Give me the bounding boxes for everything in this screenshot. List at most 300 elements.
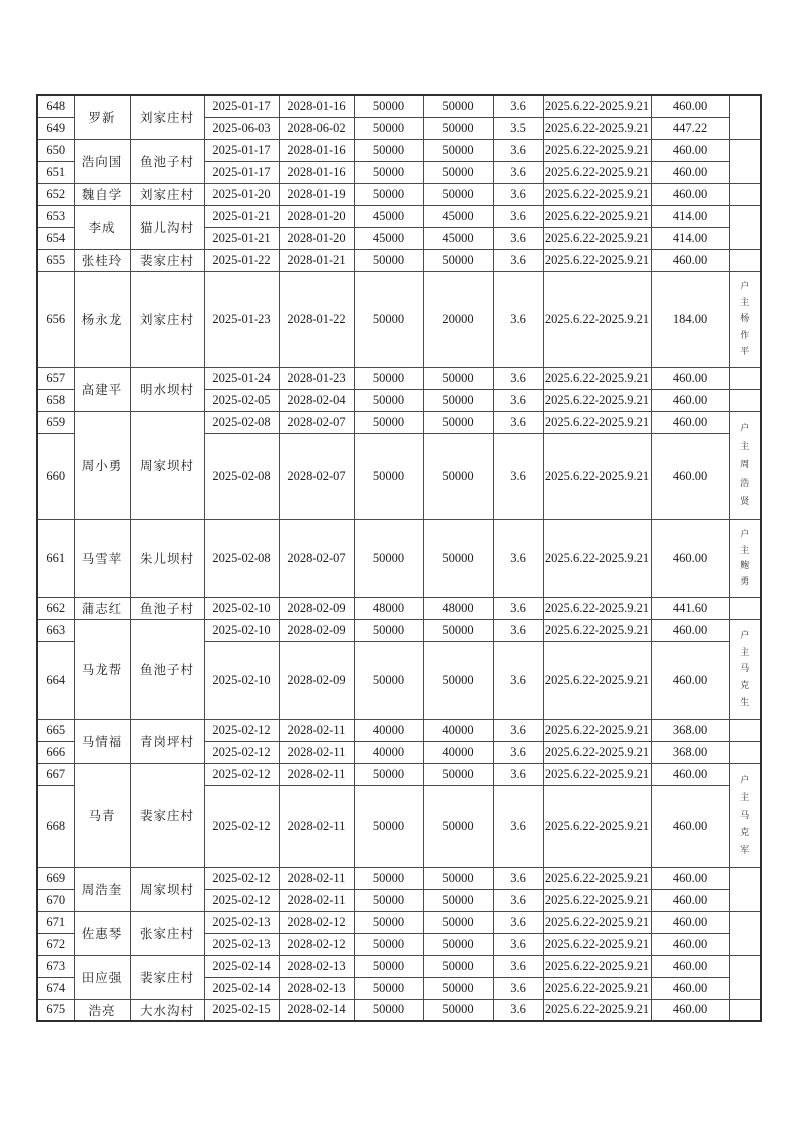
cell-interest-period: 2025.6.22-2025.9.21 (543, 977, 651, 999)
cell-village: 青岗坪村 (130, 719, 204, 763)
cell-row-number: 674 (37, 977, 74, 999)
cell-amount-2: 40000 (423, 741, 493, 763)
cell-remark (729, 999, 761, 1021)
remark-char: 勇 (740, 576, 750, 587)
cell-amount-2: 50000 (423, 117, 493, 139)
cell-interest-period: 2025.6.22-2025.9.21 (543, 271, 651, 367)
cell-amount: 45000 (354, 227, 423, 249)
cell-rate: 3.6 (493, 933, 543, 955)
cell-village: 张家庄村 (130, 911, 204, 955)
cell-start-date: 2025-01-17 (204, 139, 279, 161)
cell-amount: 50000 (354, 955, 423, 977)
cell-borrower-name: 马龙帮 (74, 619, 130, 719)
cell-village: 明水坝村 (130, 367, 204, 411)
table-row (37, 205, 761, 227)
cell-interest-period: 2025.6.22-2025.9.21 (543, 641, 651, 719)
cell-amount: 50000 (354, 389, 423, 411)
table-row (37, 519, 761, 597)
cell-interest-period: 2025.6.22-2025.9.21 (543, 933, 651, 955)
cell-interest-period: 2025.6.22-2025.9.21 (543, 597, 651, 619)
cell-start-date: 2025-02-14 (204, 955, 279, 977)
cell-rate: 3.6 (493, 389, 543, 411)
cell-borrower-name: 张桂玲 (74, 249, 130, 271)
cell-village: 鱼池子村 (130, 139, 204, 183)
cell-borrower-name: 马青 (74, 763, 130, 867)
cell-start-date: 2025-02-12 (204, 741, 279, 763)
cell-remark (729, 719, 761, 741)
cell-end-date: 2028-02-07 (279, 519, 354, 597)
cell-rate: 3.6 (493, 597, 543, 619)
cell-interest-amount: 414.00 (651, 205, 729, 227)
remark-char: 马 (740, 809, 750, 820)
cell-interest-amount: 368.00 (651, 741, 729, 763)
cell-row-number: 663 (37, 619, 74, 641)
cell-amount: 50000 (354, 249, 423, 271)
cell-end-date: 2028-01-21 (279, 249, 354, 271)
cell-amount-2: 20000 (423, 271, 493, 367)
cell-rate: 3.6 (493, 785, 543, 867)
cell-remark (729, 271, 761, 367)
remark-char: 生 (740, 697, 750, 708)
cell-borrower-name: 李成 (74, 205, 130, 249)
cell-village: 裴家庄村 (130, 249, 204, 271)
cell-rate: 3.6 (493, 889, 543, 911)
cell-rate: 3.6 (493, 955, 543, 977)
cell-amount: 50000 (354, 411, 423, 433)
cell-amount-2: 48000 (423, 597, 493, 619)
cell-remark (729, 619, 761, 719)
cell-amount-2: 50000 (423, 161, 493, 183)
remark-char: 主 (740, 792, 750, 802)
cell-end-date: 2028-01-20 (279, 205, 354, 227)
cell-village: 大水沟村 (130, 999, 204, 1021)
cell-row-number: 651 (37, 161, 74, 183)
cell-end-date: 2028-02-12 (279, 933, 354, 955)
cell-end-date: 2028-02-09 (279, 597, 354, 619)
cell-interest-amount: 460.00 (651, 911, 729, 933)
cell-amount-2: 50000 (423, 139, 493, 161)
cell-end-date: 2028-02-11 (279, 719, 354, 741)
cell-row-number: 659 (37, 411, 74, 433)
cell-start-date: 2025-01-21 (204, 227, 279, 249)
remark-char: 户 (740, 774, 750, 785)
cell-row-number: 670 (37, 889, 74, 911)
table-row (37, 95, 761, 117)
remark-char: 周 (740, 459, 750, 470)
cell-amount: 50000 (354, 95, 423, 117)
cell-borrower-name: 周浩奎 (74, 867, 130, 911)
cell-interest-amount: 460.00 (651, 785, 729, 867)
remark-char: 作 (740, 329, 750, 340)
cell-start-date: 2025-02-13 (204, 911, 279, 933)
cell-start-date: 2025-01-23 (204, 271, 279, 367)
cell-interest-period: 2025.6.22-2025.9.21 (543, 889, 651, 911)
cell-amount-2: 45000 (423, 205, 493, 227)
cell-start-date: 2025-02-08 (204, 519, 279, 597)
cell-interest-amount: 460.00 (651, 249, 729, 271)
cell-end-date: 2028-02-13 (279, 977, 354, 999)
remark-char: 户 (740, 423, 750, 434)
cell-borrower-name: 浩亮 (74, 999, 130, 1021)
cell-rate: 3.6 (493, 763, 543, 785)
remark-char: 户 (740, 528, 750, 539)
cell-rate: 3.6 (493, 433, 543, 519)
cell-start-date: 2025-02-05 (204, 389, 279, 411)
cell-amount-2: 50000 (423, 389, 493, 411)
cell-borrower-name: 马雪苹 (74, 519, 130, 597)
cell-amount-2: 50000 (423, 889, 493, 911)
cell-amount: 40000 (354, 719, 423, 741)
cell-remark (729, 139, 761, 183)
cell-rate: 3.6 (493, 183, 543, 205)
cell-amount: 50000 (354, 367, 423, 389)
cell-village: 鱼池子村 (130, 597, 204, 619)
cell-start-date: 2025-06-03 (204, 117, 279, 139)
cell-amount: 50000 (354, 933, 423, 955)
cell-row-number: 658 (37, 389, 74, 411)
cell-rate: 3.6 (493, 619, 543, 641)
cell-start-date: 2025-02-10 (204, 619, 279, 641)
cell-row-number: 672 (37, 933, 74, 955)
cell-start-date: 2025-02-10 (204, 641, 279, 719)
cell-row-number: 667 (37, 763, 74, 785)
remark-char: 主 (740, 544, 750, 555)
cell-end-date: 2028-02-11 (279, 889, 354, 911)
cell-amount-2: 50000 (423, 867, 493, 889)
cell-row-number: 668 (37, 785, 74, 867)
cell-borrower-name: 高建平 (74, 367, 130, 411)
remark-char: 主 (740, 441, 750, 452)
cell-interest-amount: 447.22 (651, 117, 729, 139)
cell-amount: 50000 (354, 889, 423, 911)
cell-row-number: 653 (37, 205, 74, 227)
cell-row-number: 660 (37, 433, 74, 519)
cell-rate: 3.6 (493, 271, 543, 367)
cell-interest-period: 2025.6.22-2025.9.21 (543, 911, 651, 933)
table-row (37, 271, 761, 367)
cell-amount-2: 50000 (423, 911, 493, 933)
cell-end-date: 2028-02-09 (279, 641, 354, 719)
cell-village: 鱼池子村 (130, 619, 204, 719)
cell-row-number: 648 (37, 95, 74, 117)
cell-rate: 3.6 (493, 719, 543, 741)
cell-start-date: 2025-01-22 (204, 249, 279, 271)
loan-register-table (36, 94, 762, 1022)
cell-borrower-name: 田应强 (74, 955, 130, 999)
cell-remark (729, 519, 761, 597)
cell-remark (729, 411, 761, 519)
cell-interest-amount: 460.00 (651, 183, 729, 205)
cell-end-date: 2028-02-11 (279, 867, 354, 889)
table-row (37, 249, 761, 271)
cell-amount: 48000 (354, 597, 423, 619)
cell-interest-period: 2025.6.22-2025.9.21 (543, 867, 651, 889)
cell-rate: 3.6 (493, 95, 543, 117)
cell-interest-period: 2025.6.22-2025.9.21 (543, 719, 651, 741)
cell-remark (729, 205, 761, 249)
cell-amount: 50000 (354, 183, 423, 205)
cell-amount: 50000 (354, 161, 423, 183)
cell-amount-2: 50000 (423, 183, 493, 205)
cell-borrower-name: 周小勇 (74, 411, 130, 519)
cell-interest-amount: 460.00 (651, 763, 729, 785)
cell-borrower-name: 魏自学 (74, 183, 130, 205)
cell-start-date: 2025-02-08 (204, 433, 279, 519)
cell-rate: 3.6 (493, 249, 543, 271)
cell-interest-amount: 460.00 (651, 433, 729, 519)
remark-char: 户 (740, 629, 750, 640)
cell-end-date: 2028-02-11 (279, 785, 354, 867)
cell-interest-period: 2025.6.22-2025.9.21 (543, 139, 651, 161)
cell-end-date: 2028-01-23 (279, 367, 354, 389)
cell-amount-2: 50000 (423, 519, 493, 597)
cell-village: 周家坝村 (130, 867, 204, 911)
cell-interest-period: 2025.6.22-2025.9.21 (543, 389, 651, 411)
cell-remark (729, 95, 761, 139)
cell-amount-2: 50000 (423, 977, 493, 999)
cell-end-date: 2028-02-04 (279, 389, 354, 411)
cell-start-date: 2025-01-17 (204, 95, 279, 117)
cell-interest-period: 2025.6.22-2025.9.21 (543, 227, 651, 249)
remark-vertical-text (730, 275, 761, 363)
cell-start-date: 2025-02-13 (204, 933, 279, 955)
cell-rate: 3.6 (493, 977, 543, 999)
cell-row-number: 673 (37, 955, 74, 977)
cell-interest-amount: 184.00 (651, 271, 729, 367)
cell-rate: 3.6 (493, 411, 543, 433)
cell-rate: 3.6 (493, 519, 543, 597)
cell-end-date: 2028-02-11 (279, 763, 354, 785)
cell-row-number: 656 (37, 271, 74, 367)
cell-amount: 50000 (354, 433, 423, 519)
cell-rate: 3.6 (493, 205, 543, 227)
remark-char: 平 (740, 345, 750, 356)
table-row (37, 597, 761, 619)
remark-char: 马 (740, 663, 750, 674)
remark-char: 杨 (740, 313, 750, 324)
table-row (37, 719, 761, 741)
cell-rate: 3.6 (493, 367, 543, 389)
cell-rate: 3.6 (493, 641, 543, 719)
cell-end-date: 2028-02-07 (279, 411, 354, 433)
cell-row-number: 654 (37, 227, 74, 249)
cell-amount-2: 50000 (423, 641, 493, 719)
cell-interest-amount: 460.00 (651, 889, 729, 911)
cell-amount-2: 50000 (423, 999, 493, 1021)
table-row (37, 411, 761, 433)
cell-interest-amount: 460.00 (651, 933, 729, 955)
table-row (37, 867, 761, 889)
cell-interest-period: 2025.6.22-2025.9.21 (543, 955, 651, 977)
cell-interest-amount: 460.00 (651, 389, 729, 411)
cell-village: 朱儿坝村 (130, 519, 204, 597)
cell-village: 裴家庄村 (130, 955, 204, 999)
cell-row-number: 661 (37, 519, 74, 597)
cell-amount: 50000 (354, 519, 423, 597)
cell-rate: 3.5 (493, 117, 543, 139)
cell-row-number: 649 (37, 117, 74, 139)
cell-village: 猫儿沟村 (130, 205, 204, 249)
cell-interest-period: 2025.6.22-2025.9.21 (543, 519, 651, 597)
cell-rate: 3.6 (493, 741, 543, 763)
cell-interest-period: 2025.6.22-2025.9.21 (543, 205, 651, 227)
cell-village: 刘家庄村 (130, 183, 204, 205)
cell-amount-2: 50000 (423, 763, 493, 785)
cell-interest-period: 2025.6.22-2025.9.21 (543, 785, 651, 867)
cell-amount: 50000 (354, 785, 423, 867)
cell-interest-period: 2025.6.22-2025.9.21 (543, 433, 651, 519)
remark-char: 军 (740, 844, 750, 855)
cell-village: 周家坝村 (130, 411, 204, 519)
table-row (37, 619, 761, 641)
cell-end-date: 2028-01-16 (279, 95, 354, 117)
cell-start-date: 2025-02-10 (204, 597, 279, 619)
cell-remark (729, 183, 761, 205)
remark-vertical-text (730, 415, 761, 515)
cell-interest-period: 2025.6.22-2025.9.21 (543, 411, 651, 433)
cell-start-date: 2025-02-08 (204, 411, 279, 433)
cell-amount: 50000 (354, 911, 423, 933)
cell-borrower-name: 浩向国 (74, 139, 130, 183)
cell-row-number: 652 (37, 183, 74, 205)
table-row (37, 763, 761, 785)
cell-end-date: 2028-02-07 (279, 433, 354, 519)
cell-end-date: 2028-02-13 (279, 955, 354, 977)
cell-interest-period: 2025.6.22-2025.9.21 (543, 763, 651, 785)
cell-village: 裴家庄村 (130, 763, 204, 867)
cell-interest-amount: 414.00 (651, 227, 729, 249)
cell-interest-period: 2025.6.22-2025.9.21 (543, 249, 651, 271)
cell-remark (729, 955, 761, 999)
cell-start-date: 2025-02-12 (204, 889, 279, 911)
cell-amount-2: 45000 (423, 227, 493, 249)
cell-remark (729, 249, 761, 271)
cell-amount-2: 50000 (423, 433, 493, 519)
cell-borrower-name: 杨永龙 (74, 271, 130, 367)
cell-row-number: 662 (37, 597, 74, 619)
cell-row-number: 666 (37, 741, 74, 763)
cell-borrower-name: 蒲志红 (74, 597, 130, 619)
cell-amount: 50000 (354, 619, 423, 641)
cell-amount-2: 50000 (423, 955, 493, 977)
remark-char: 鲍 (740, 560, 750, 571)
cell-interest-amount: 460.00 (651, 977, 729, 999)
cell-remark (729, 367, 761, 389)
cell-amount: 50000 (354, 641, 423, 719)
cell-row-number: 650 (37, 139, 74, 161)
cell-start-date: 2025-02-12 (204, 719, 279, 741)
cell-row-number: 655 (37, 249, 74, 271)
cell-interest-amount: 460.00 (651, 867, 729, 889)
cell-amount: 50000 (354, 999, 423, 1021)
cell-amount-2: 50000 (423, 367, 493, 389)
cell-amount: 40000 (354, 741, 423, 763)
cell-interest-period: 2025.6.22-2025.9.21 (543, 117, 651, 139)
cell-interest-period: 2025.6.22-2025.9.21 (543, 741, 651, 763)
cell-interest-period: 2025.6.22-2025.9.21 (543, 619, 651, 641)
cell-interest-amount: 460.00 (651, 367, 729, 389)
cell-village: 刘家庄村 (130, 271, 204, 367)
table-row (37, 999, 761, 1021)
remark-char: 主 (740, 646, 750, 657)
cell-interest-amount: 460.00 (651, 641, 729, 719)
cell-end-date: 2028-01-16 (279, 161, 354, 183)
cell-end-date: 2028-02-12 (279, 911, 354, 933)
cell-amount-2: 50000 (423, 933, 493, 955)
cell-interest-amount: 441.60 (651, 597, 729, 619)
cell-end-date: 2028-02-14 (279, 999, 354, 1021)
cell-borrower-name: 佐惠琴 (74, 911, 130, 955)
cell-end-date: 2028-01-19 (279, 183, 354, 205)
cell-start-date: 2025-02-15 (204, 999, 279, 1021)
cell-start-date: 2025-02-12 (204, 867, 279, 889)
cell-borrower-name: 罗新 (74, 95, 130, 139)
cell-interest-amount: 460.00 (651, 161, 729, 183)
cell-amount: 50000 (354, 139, 423, 161)
remark-vertical-text (730, 767, 761, 863)
cell-row-number: 657 (37, 367, 74, 389)
remark-char: 贤 (740, 495, 750, 506)
table-row (37, 183, 761, 205)
cell-end-date: 2028-02-09 (279, 619, 354, 641)
cell-row-number: 675 (37, 999, 74, 1021)
cell-interest-amount: 460.00 (651, 955, 729, 977)
table-row (37, 367, 761, 389)
cell-interest-amount: 460.00 (651, 519, 729, 597)
remark-vertical-text (730, 523, 761, 593)
cell-amount: 50000 (354, 977, 423, 999)
cell-start-date: 2025-02-12 (204, 763, 279, 785)
cell-row-number: 671 (37, 911, 74, 933)
cell-end-date: 2028-01-20 (279, 227, 354, 249)
cell-remark (729, 741, 761, 763)
cell-amount-2: 50000 (423, 619, 493, 641)
cell-end-date: 2028-01-16 (279, 139, 354, 161)
remark-char: 克 (740, 827, 750, 837)
cell-interest-amount: 460.00 (651, 619, 729, 641)
table-row (37, 139, 761, 161)
cell-end-date: 2028-06-02 (279, 117, 354, 139)
cell-amount: 50000 (354, 271, 423, 367)
cell-amount: 50000 (354, 117, 423, 139)
cell-rate: 3.6 (493, 999, 543, 1021)
cell-interest-period: 2025.6.22-2025.9.21 (543, 161, 651, 183)
cell-interest-period: 2025.6.22-2025.9.21 (543, 999, 651, 1021)
cell-amount-2: 50000 (423, 95, 493, 117)
cell-amount: 50000 (354, 763, 423, 785)
cell-start-date: 2025-02-12 (204, 785, 279, 867)
cell-row-number: 665 (37, 719, 74, 741)
table-body (37, 95, 761, 1021)
cell-start-date: 2025-02-14 (204, 977, 279, 999)
cell-interest-amount: 460.00 (651, 139, 729, 161)
cell-borrower-name: 马情福 (74, 719, 130, 763)
cell-amount-2: 40000 (423, 719, 493, 741)
cell-amount: 50000 (354, 867, 423, 889)
cell-rate: 3.6 (493, 161, 543, 183)
cell-amount-2: 50000 (423, 785, 493, 867)
cell-interest-period: 2025.6.22-2025.9.21 (543, 367, 651, 389)
cell-amount-2: 50000 (423, 411, 493, 433)
cell-rate: 3.6 (493, 139, 543, 161)
remark-vertical-text (730, 623, 761, 715)
cell-amount-2: 50000 (423, 249, 493, 271)
cell-interest-amount: 368.00 (651, 719, 729, 741)
cell-end-date: 2028-01-22 (279, 271, 354, 367)
remark-char: 户 (740, 281, 750, 292)
cell-start-date: 2025-01-21 (204, 205, 279, 227)
remark-char: 主 (740, 297, 750, 308)
